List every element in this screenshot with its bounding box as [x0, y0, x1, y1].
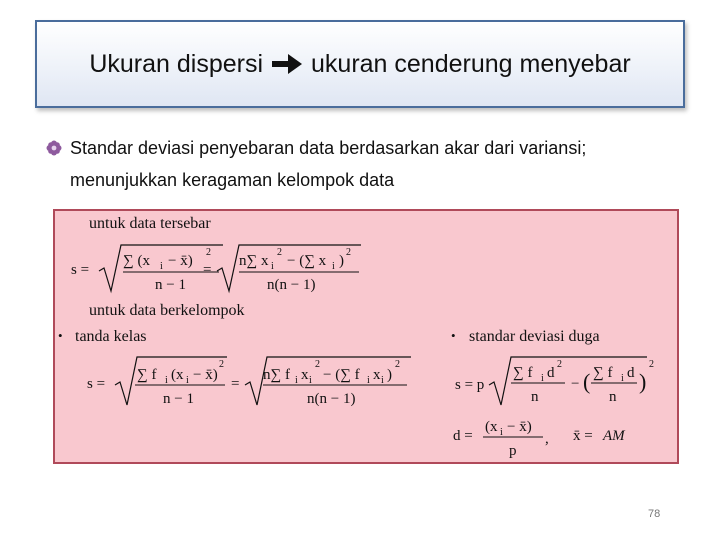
formula-panel	[53, 209, 679, 464]
svg-text:i: i	[160, 261, 163, 272]
svg-text:): )	[387, 367, 392, 383]
svg-text:i: i	[271, 261, 274, 272]
svg-text:2: 2	[557, 359, 562, 370]
svg-text:=: =	[203, 262, 212, 278]
svg-text:2: 2	[346, 247, 351, 258]
svg-text:− x̄): − x̄)	[193, 367, 218, 383]
label-tanda-kelas: tanda kelas	[75, 328, 147, 345]
svg-text:p: p	[509, 443, 517, 459]
svg-text:n(n − 1): n(n − 1)	[307, 391, 356, 407]
svg-text:): )	[639, 369, 647, 394]
svg-text:n − 1: n − 1	[163, 391, 194, 407]
svg-text:s =: s =	[87, 376, 106, 392]
svg-text:i: i	[186, 375, 189, 386]
svg-text:,: ,	[545, 431, 549, 447]
svg-text:(x: (x	[171, 367, 184, 383]
svg-text:2: 2	[395, 359, 400, 370]
label-standar-deviasi-duga: standar deviasi duga	[469, 328, 600, 345]
svg-text:i: i	[332, 261, 335, 272]
svg-text:2: 2	[277, 247, 282, 258]
svg-text:− (∑ x: − (∑ x	[287, 253, 327, 269]
svg-text:i: i	[367, 375, 370, 386]
svg-text:2: 2	[219, 359, 224, 370]
svg-text:n∑ x: n∑ x	[239, 253, 269, 269]
svg-text:2: 2	[206, 247, 211, 258]
formula-image	[55, 211, 677, 462]
label-data-berkelompok: untuk data berkelompok	[89, 302, 245, 319]
svg-text:d: d	[627, 365, 635, 381]
svg-text:− x̄): − x̄)	[507, 419, 532, 435]
svg-text:∑ f: ∑ f	[513, 365, 533, 381]
svg-text:•: •	[58, 328, 63, 343]
svg-text:(x: (x	[485, 419, 498, 435]
label-data-tersebar: untuk data tersebar	[89, 215, 211, 232]
title-left-text: Ukuran dispersi	[89, 49, 264, 78]
svg-text:−: −	[571, 376, 580, 392]
svg-text:∑ f: ∑ f	[593, 365, 613, 381]
svg-text:− x̄): − x̄)	[168, 253, 193, 269]
svg-text:n: n	[609, 389, 617, 405]
svg-text:− (∑ f: − (∑ f	[323, 367, 360, 383]
flower-bullet-icon	[46, 140, 62, 156]
svg-text:n − 1: n − 1	[155, 277, 186, 293]
svg-text:2: 2	[649, 359, 654, 370]
svg-text:•: •	[451, 328, 456, 343]
formula-d-and-am	[453, 419, 626, 459]
svg-text:i: i	[309, 375, 312, 386]
svg-text:∑ (x: ∑ (x	[123, 253, 150, 269]
svg-text:i: i	[621, 373, 624, 384]
svg-text:s =: s =	[71, 262, 90, 278]
svg-text:i: i	[500, 427, 503, 438]
svg-text:i: i	[295, 375, 298, 386]
title-right-text: ukuran cenderung menyebar	[311, 49, 631, 78]
svg-text:n: n	[531, 389, 539, 405]
formula-ungrouped-sd	[71, 245, 361, 293]
page-number: 78	[648, 508, 661, 520]
svg-text:i: i	[165, 375, 168, 386]
am-symbol: AM	[603, 428, 625, 444]
svg-text:(: (	[583, 369, 591, 394]
svg-text:i: i	[381, 375, 384, 386]
svg-text:2: 2	[315, 359, 320, 370]
svg-text:d: d	[547, 365, 555, 381]
svg-text:x̄ =: x̄ =	[573, 428, 593, 444]
formula-estimated-sd	[455, 357, 654, 405]
svg-text:s = p: s = p	[455, 377, 485, 393]
slide-title-box	[35, 20, 685, 108]
svg-text:∑ f: ∑ f	[137, 367, 157, 383]
bullet-text: Standar deviasi penyebaran data berdasarkan akar dari variansi; menunjukkan keragaman kelompok data	[70, 138, 587, 190]
right-arrow-icon	[271, 53, 303, 75]
svg-text:i: i	[541, 373, 544, 384]
slide-title	[89, 50, 630, 79]
svg-text:x: x	[301, 367, 309, 383]
svg-text:=: =	[231, 376, 240, 392]
svg-text:d =: d =	[453, 428, 473, 444]
svg-text:): )	[339, 253, 344, 269]
formula-grouped-sd	[87, 357, 411, 407]
svg-text:n(n − 1): n(n − 1)	[267, 277, 316, 293]
svg-text:n∑ f: n∑ f	[263, 367, 290, 383]
svg-text:x: x	[373, 367, 381, 383]
bullet-point	[46, 132, 686, 196]
